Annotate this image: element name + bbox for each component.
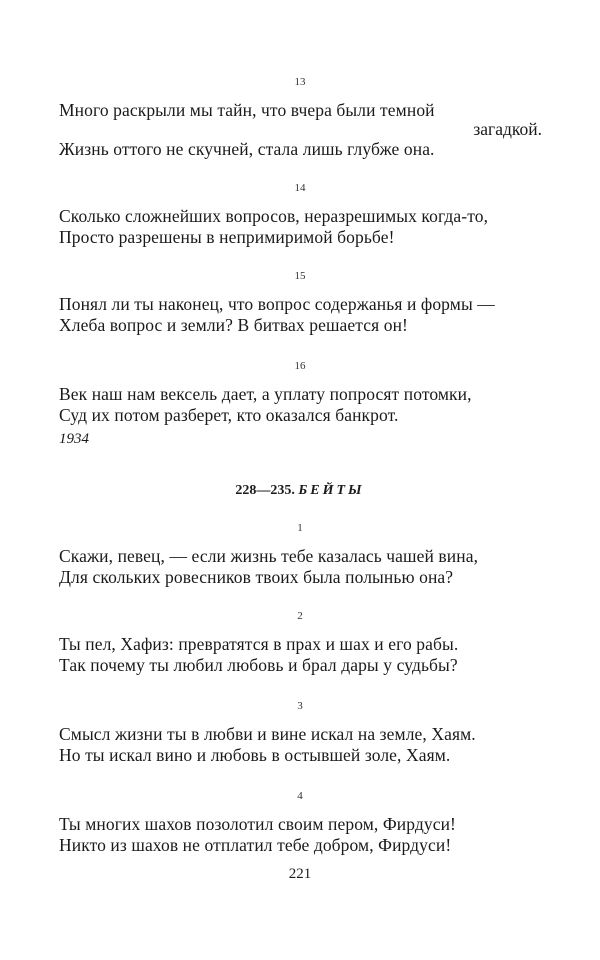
verse-line: Просто разрешены в непримиримой борьбе! — [59, 227, 395, 247]
verse-line: Жизнь оттого не скучней, стала лишь глубже она. — [59, 139, 435, 159]
verse-line: Никто из шахов не отплатил тебе добром, Фирдуси! — [59, 835, 452, 855]
verse-line: Ты многих шахов позолотил своим пером, Фирдуси! — [59, 814, 456, 834]
poem-date: 1934 — [59, 431, 89, 447]
stanza-number: 4 — [297, 790, 303, 802]
verse-line: Хлеба вопрос и земли? В битвах решается он! — [59, 315, 408, 335]
stanza-number: 3 — [297, 700, 303, 712]
verse-line: Смысл жизни ты в любви и вине искал на земле, Хаям. — [59, 724, 476, 744]
verse-line: Сколько сложнейших вопросов, неразрешимых когда-то, — [59, 206, 489, 226]
verse-line: Ты пел, Хафиз: превратятся в прах и шах и его рабы. — [59, 634, 459, 654]
verse-line: Век наш нам вексель дает, а уплату попросят потомки, — [59, 384, 472, 404]
verse-line: Скажи, певец, — если жизнь тебе казалась чашей вина, — [59, 546, 479, 566]
section-heading-number: 228—235. — [235, 483, 295, 498]
verse-line: Много раскрыли мы тайн, что вчера были темной — [59, 100, 435, 120]
verse-line: Понял ли ты наконец, что вопрос содержанья и формы — — [59, 294, 495, 314]
section-heading — [0, 483, 600, 499]
stanza-number: 2 — [297, 610, 303, 622]
verse-line: Но ты искал вино и любовь в остывшей золе, Хаям. — [59, 745, 451, 765]
page-number: 221 — [288, 866, 312, 882]
stanza-number: 14 — [294, 182, 306, 194]
verse-line: Для скольких ровесников твоих была полынью она? — [59, 567, 454, 587]
stanza-number: 16 — [294, 360, 306, 372]
verse-line-continuation: загадкой. — [473, 119, 542, 139]
stanza-number: 13 — [294, 76, 306, 88]
section-heading-title: БЕЙТЫ — [298, 483, 365, 498]
verse-line: Так почему ты любил любовь и брал дары у судьбы? — [59, 655, 458, 675]
stanza-number: 15 — [294, 270, 306, 282]
stanza-number: 1 — [297, 522, 303, 534]
verse-line: Суд их потом разберет, кто оказался банкрот. — [59, 405, 399, 425]
